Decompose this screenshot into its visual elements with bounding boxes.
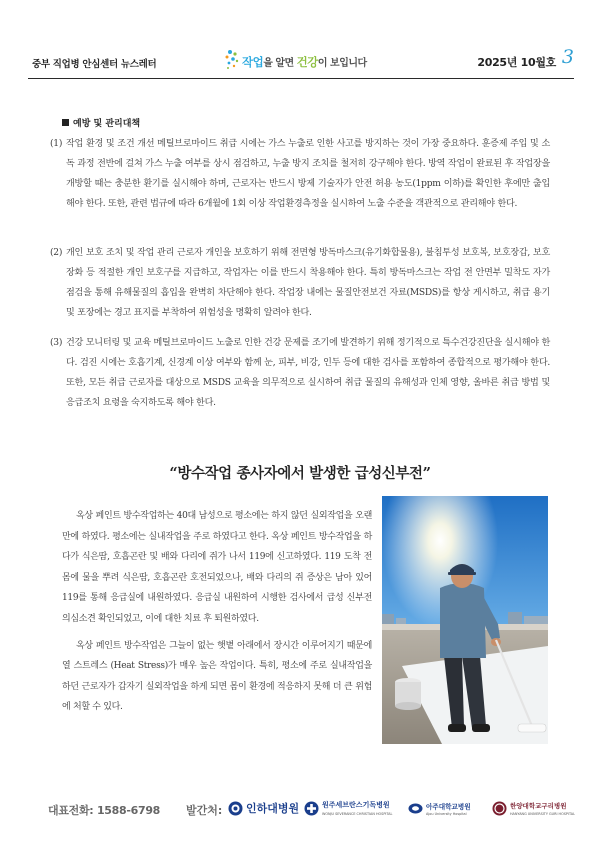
case-paragraph-2: 옥상 페인트 방수작업은 그늘이 없는 햇볕 아래에서 장시간 이루어지기 때문에 열 스트레스 (Heat Stress)가 매우 높은 작업이다. 특히, 평소에 주로 실내작업을 하던 근로자가 갑자기 실외작업을 하게 되면 몸이 환경에 적응하지 못해 더 큰 위험에 처할 수 있다. bbox=[62, 640, 372, 713]
inha-hospital-logo: 인하대병원 bbox=[228, 798, 300, 820]
newsletter-header bbox=[28, 44, 574, 80]
case-paragraph-1: 옥상 페인트 방수작업하는 40대 남성으로 평소에는 하지 않던 실외작업을 오랜만에 하였다. 평소에는 실내작업을 주로 하였다고 한다. 옥상 페인트 방수작업을 하다가 식은땀, 호흡곤란 및 배와 다리에 쥐가 나서 119에 신고하였다. 119 도착 전 몸에 물을 뿌려 식은땀, 호흡곤란 호전되었으나, 배와 다리의 쥐 증상은 남아 있어 119를 통해 응급실에 내원하였다. 응급실 내원하여 시행한 검사에서 급성 신부전 의심소견 확인되었고, 이에 대한 치료 후 퇴원하였다. bbox=[62, 511, 372, 624]
hanyang-emblem-icon bbox=[492, 801, 507, 816]
inha-emblem-icon bbox=[228, 801, 243, 816]
ajou-hospital-logo: 아주대학교병원 Ajou University Hospital bbox=[408, 798, 488, 820]
prevention-item-2: (2) 개인 보호 조치 및 작업 관리 근로자 개인을 보호하기 위해 전면형 방독마스크(유기화합물용), 불침투성 보호복, 보호장갑, 보호장화 등 적절한 개인 보호구를 지급하고, 작업자는 이를 반드시 착용해야 한다. 특히 방독마스크는 작업 전 안면부 밀착도 자가점검을 통해 유해물질의 흡입을 완벽히 차단해야 한다. 작업장 내에는 물질안전보건 자료(MSDS)를 항상 게시하고, 취급 용기 및 포장에는 경고 표지를 부착하여 위험성을 명확히 알려야 한다. bbox=[50, 248, 550, 318]
prevention-item-1: (1) 작업 환경 및 조건 개선 메틸브로마이드 취급 시에는 가스 누출로 인한 사고를 방지하는 것이 가장 중요하다. 훈증제 주입 및 소독 과정 전반에 걸쳐 가스 누출 여부를 상시 점검하고, 누출 방지 조치를 철저히 강구해야 한다. 방역 작업이 완료된 후 작업장을 개방할 때는 충분한 환기를 실시해야 하며, 근로자는 반드시 방제 기술자가 안전 허용 농도(1ppm 이하)를 확인한 후에만 출입해야 한다. 또한, 관련 법규에 따라 6개월에 1회 이상 작업환경측정을 실시하여 노출 수준을 객관적으로 관리해야 한다. bbox=[50, 139, 550, 209]
publisher-name: 중부 직업병 안심센터 뉴스레터 bbox=[32, 59, 157, 70]
prevention-item-3: (3) 건강 모니터링 및 교육 메틸브로마이드 노출로 인한 건강 문제를 조기에 발견하기 위해 정기적으로 특수건강진단을 실시해야 한다. 검진 시에는 호흡기계, 신경계 이상 여부와 함께 눈, 피부, 비강, 인두 등에 대한 검사를 포함하여 종합적으로 평가해야 한다. 또한, 모든 취급 근로자를 대상으로 MSDS 교육을 의무적으로 실시하여 취급 물질의 유해성과 인체 영향, 올바른 취급 방법 및 응급조치 요령을 숙지하도록 해야 한다. bbox=[50, 338, 550, 408]
severance-emblem-icon bbox=[304, 801, 319, 816]
publisher-label: 발간처: bbox=[186, 804, 223, 817]
page-number: 3 bbox=[561, 46, 574, 68]
header-divider bbox=[28, 78, 574, 79]
case-title: “방수작업 종사자에서 발생한 급성신부전” bbox=[169, 465, 431, 482]
slogan-text: 작업을 알면 건강이 보입니다 bbox=[242, 55, 367, 69]
section-heading: 예방 및 관리대책 bbox=[62, 116, 140, 129]
square-bullet-icon bbox=[62, 119, 69, 126]
rooftop-painter-illustration bbox=[382, 496, 548, 744]
slogan-logo bbox=[224, 48, 394, 72]
newsletter-footer bbox=[48, 794, 575, 824]
ajou-emblem-icon bbox=[408, 801, 423, 816]
wonju-severance-logo: 원주세브란스기독병원 WONJU SEVERANCE CHRISTIAN HOSPITAL bbox=[304, 798, 404, 820]
hanyang-guri-logo: 한양대학교구리병원 HANYANG UNIVERSITY GURI HOSPITAL bbox=[492, 798, 572, 820]
representative-phone: 대표전화: 1588-6798 bbox=[48, 804, 161, 817]
dots-logo-icon bbox=[224, 49, 240, 71]
case-description bbox=[62, 506, 372, 718]
issue-date: 2025년 10월호 bbox=[477, 56, 556, 69]
